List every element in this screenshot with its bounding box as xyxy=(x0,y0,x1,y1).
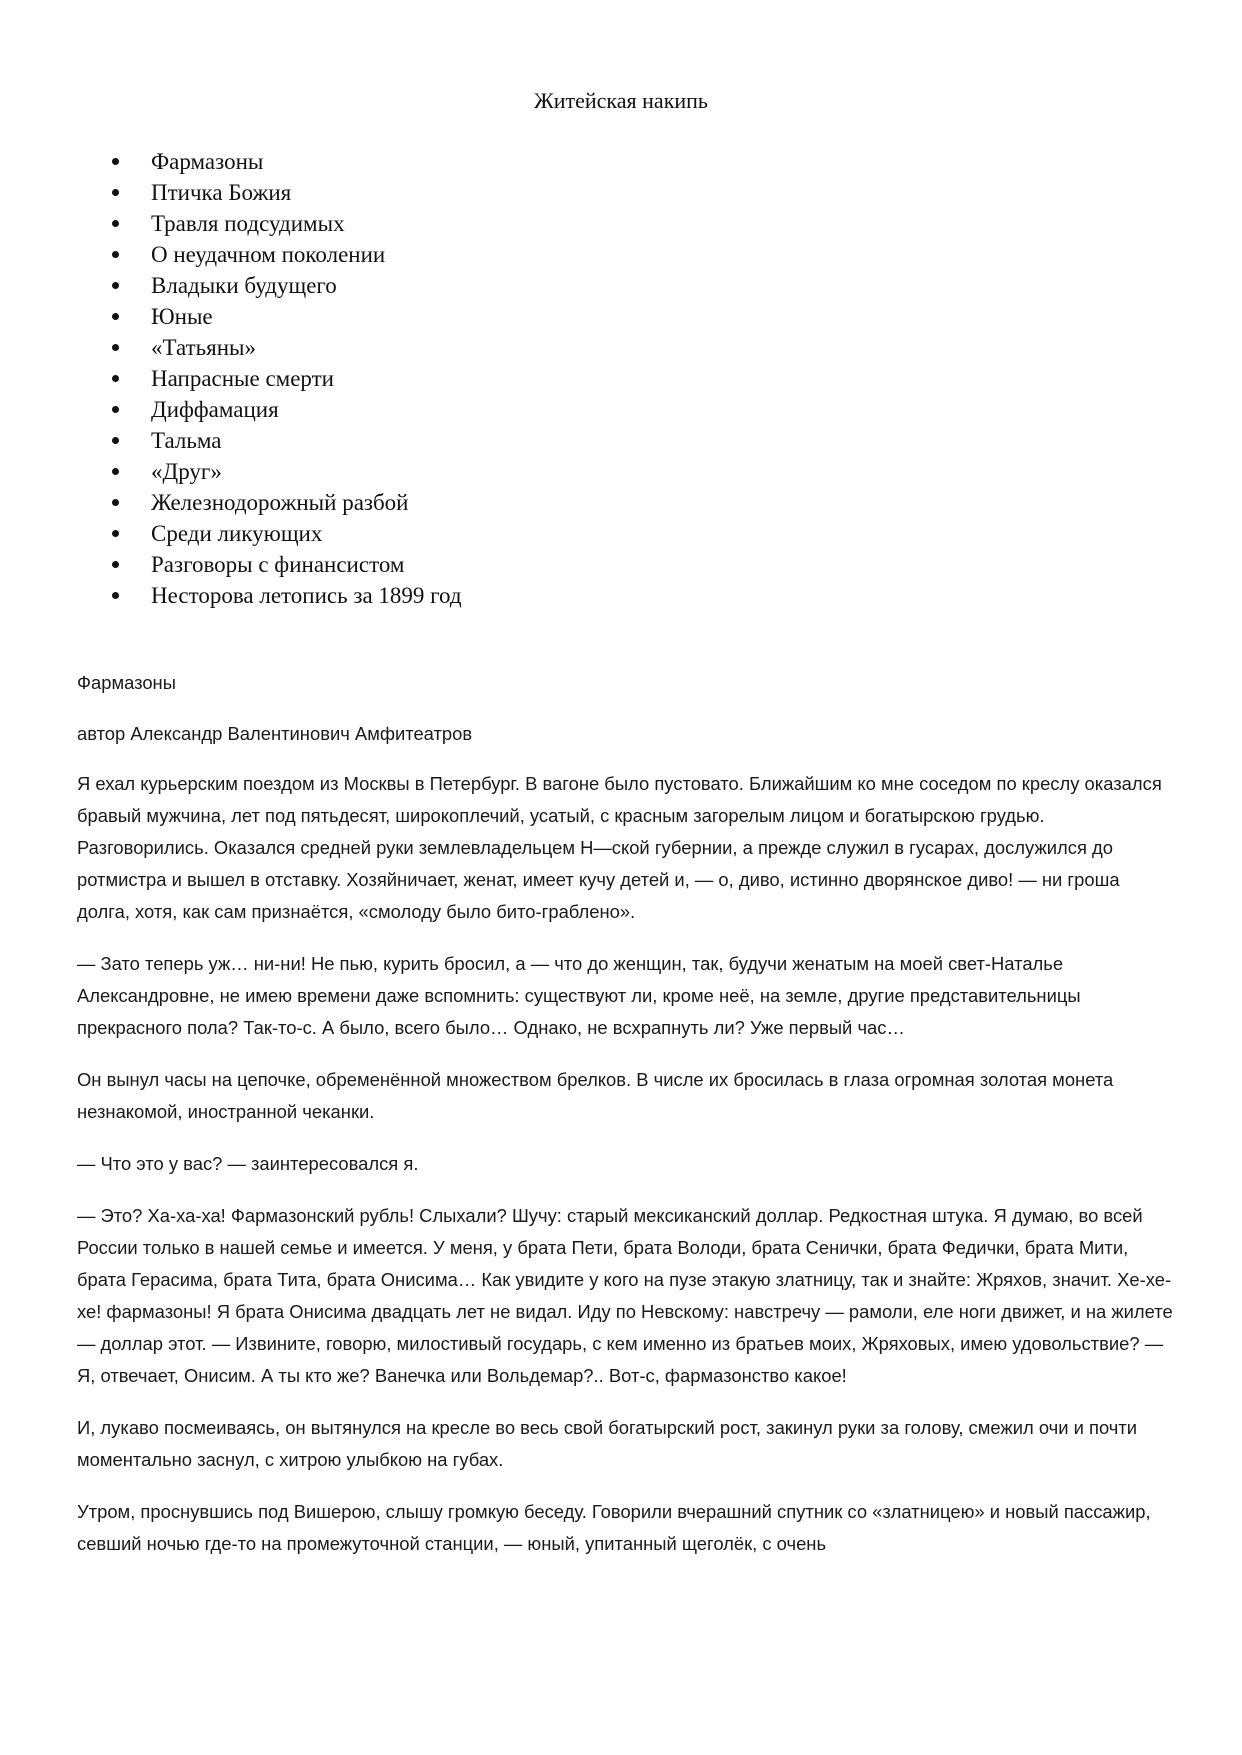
bullet-icon xyxy=(112,375,119,382)
bullet-icon xyxy=(112,344,119,351)
paragraph: Утром, проснувшись под Вишерою, слышу громкую беседу. Говорили вчерашний спутник со «златницею» и новый пассажир, севший ночью где-то на промежуточной станции, — юный, упитанный щеголёк, с очень xyxy=(77,1501,1151,1554)
bullet-icon xyxy=(112,158,119,165)
bullet-icon xyxy=(112,592,119,599)
toc-item-label: О неудачном поколении xyxy=(151,242,386,267)
table-of-contents xyxy=(108,146,462,611)
toc-item-label: Железнодорожный разбой xyxy=(151,490,409,515)
bullet-icon xyxy=(112,220,119,227)
toc-item-label: Птичка Божия xyxy=(151,180,292,205)
bullet-icon xyxy=(112,499,119,506)
toc-item-label: Несторова летопись за 1899 год xyxy=(151,583,462,608)
toc-item[interactable] xyxy=(108,146,462,177)
author-line: автор Александр Валентинович Амфитеатров xyxy=(77,723,473,744)
toc-item[interactable] xyxy=(108,239,462,270)
document-title: Житейская накипь xyxy=(534,88,708,113)
bullet-icon xyxy=(112,189,119,196)
bullet-icon xyxy=(112,561,119,568)
toc-item-label: Травля подсудимых xyxy=(151,211,345,236)
paragraph: — Что это у вас? — заинтересовался я. xyxy=(77,1153,419,1174)
paragraph: — Зато теперь уж… ни-ни! Не пью, курить бросил, а — что до женщин, так, будучи женатым на моей свет-Наталье Александровне, не имею времени даже вспомнить: существуют ли, кроме неё, на земле, другие представительницы прекрасного пола? Так-то-с. А было, всего было… Однако, не всхрапнуть ли? Уже первый час… xyxy=(77,953,1081,1038)
bullet-icon xyxy=(112,530,119,537)
toc-item[interactable] xyxy=(108,301,462,332)
toc-item-label: Владыки будущего xyxy=(151,273,337,298)
toc-item[interactable] xyxy=(108,394,462,425)
toc-item-label: «Татьяны» xyxy=(151,335,256,360)
bullet-icon xyxy=(112,406,119,413)
toc-item[interactable] xyxy=(108,363,462,394)
toc-item[interactable] xyxy=(108,332,462,363)
section-title: Фармазоны xyxy=(77,672,176,693)
toc-item[interactable] xyxy=(108,425,462,456)
bullet-icon xyxy=(112,282,119,289)
toc-item[interactable] xyxy=(108,270,462,301)
bullet-icon xyxy=(112,437,119,444)
toc-item-label: Среди ликующих xyxy=(151,521,323,546)
toc-item[interactable] xyxy=(108,177,462,208)
toc-item[interactable] xyxy=(108,518,462,549)
toc-item[interactable] xyxy=(108,580,462,611)
toc-item-label: «Друг» xyxy=(151,459,222,484)
toc-item-label: Разговоры с финансистом xyxy=(151,552,405,577)
toc-item[interactable] xyxy=(108,549,462,580)
toc-item-label: Диффамация xyxy=(151,397,279,422)
paragraph: И, лукаво посмеиваясь, он вытянулся на кресле во весь свой богатырский рост, закинул руки за голову, смежил очи и почти моментально заснул, с хитрою улыбкою на губах. xyxy=(77,1417,1138,1470)
toc-item-label: Юные xyxy=(151,304,213,329)
paragraph: Я ехал курьерским поездом из Москвы в Петербург. В вагоне было пустовато. Ближайшим ко мне соседом по креслу оказался бравый мужчина, лет под пятьдесят, широкоплечий, усатый, с красным загорелым лицом и богатырскою грудью. Разговорились. Оказался средней руки землевладельцем Н—ской губернии, а прежде служил в гусарах, дослужился до ротмистра и вышел в отставку. Хозяйничает, женат, имеет кучу детей и, — о, диво, истинно дворянское диво! — ни гроша долга, хотя, как сам признаётся, «смолоду было бито-граблено». xyxy=(77,773,1162,922)
paragraph: — Это? Ха-ха-ха! Фармазонский рубль! Слыхали? Шучу: старый мексиканский доллар. Редкостная штука. Я думаю, во всей России только в нашей семье и имеется. У меня, у брата Пети, брата Володи, брата Сенички, брата Федички, брата Мити, брата Герасима, брата Тита, брата Онисима… Как увидите у кого на пузе этакую златницу, так и знайте: Жряхов, значит. Хе-хе-хе! фармазоны! Я брата Онисима двадцать лет не видал. Иду по Невскому: навстречу — рамоли, еле ноги движет, и на жилете — доллар этот. — Извините, говорю, милостивый государь, с кем именно из братьев моих, Жряховых, имею удовольствие? — Я, отвечает, Онисим. А ты кто же? Ванечка или Вольдемар?.. Вот-с, фармазонство какое! xyxy=(77,1205,1173,1386)
toc-item[interactable] xyxy=(108,208,462,239)
toc-item[interactable] xyxy=(108,456,462,487)
document-body xyxy=(77,667,1177,1580)
toc-item-label: Фармазоны xyxy=(151,149,264,174)
toc-item-label: Тальма xyxy=(151,428,222,453)
bullet-icon xyxy=(112,468,119,475)
toc-item-label: Напрасные смерти xyxy=(151,366,334,391)
bullet-icon xyxy=(112,251,119,258)
toc-item[interactable] xyxy=(108,487,462,518)
bullet-icon xyxy=(112,313,119,320)
paragraph: Он вынул часы на цепочке, обременённой множеством брелков. В числе их бросилась в глаза огромная золотая монета незнакомой, иностранной чеканки. xyxy=(77,1069,1114,1122)
